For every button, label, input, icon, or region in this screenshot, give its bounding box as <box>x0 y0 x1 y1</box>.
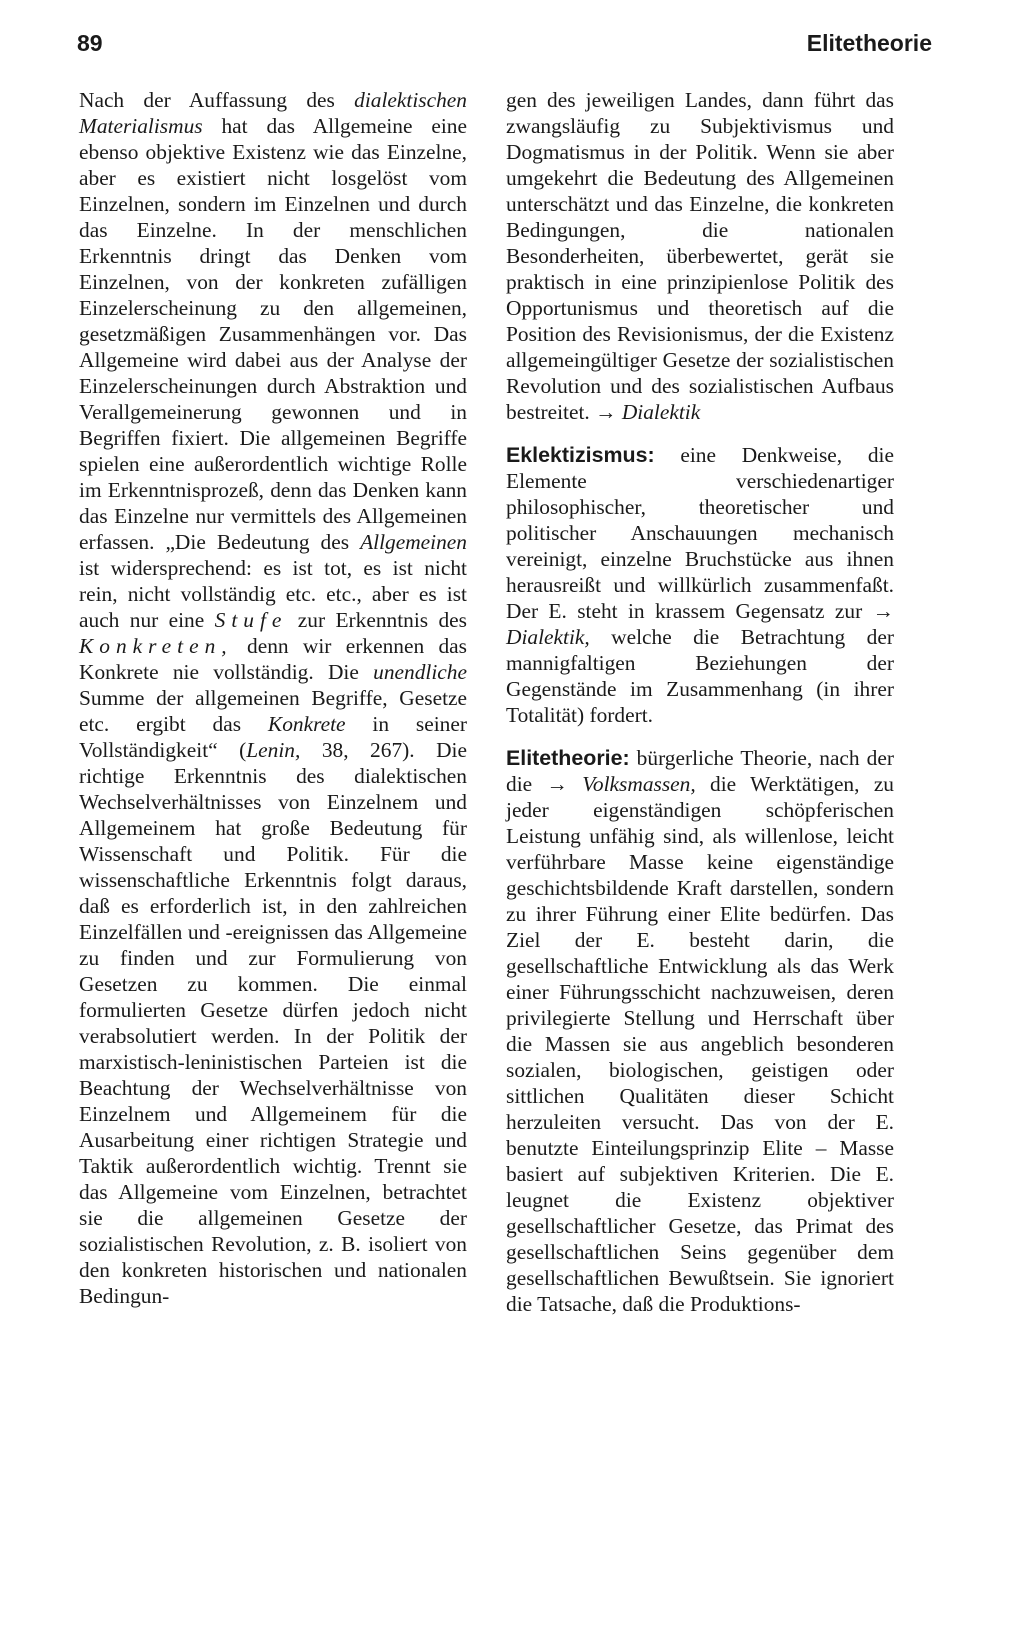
dialectic-paragraph: Nach der Auffassung des dialektischen Materialismus hat das Allgemeine eine ebenso objektive Existenz wie das Einzelne, aber es existiert nicht losgelöst vom Einzelnen, sondern im Einzelnen und durch das Einzelne. In der menschlichen Erkenntnis dringt das Denken vom Einzelnen, von der konkreten zufälligen Einzelerscheinung zu den allgemeinen, gesetzmäßigen Zusammenhängen vor. Das Allgemeine wird dabei aus der Analyse der Einzelerscheinungen durch Abstraktion und Verallgemeinerung gewonnen und in Begriffen fixiert. Die allgemeinen Begriffe spielen eine außerordentlich wichtige Rolle im Erkenntnisprozeß, denn das Denken kann das Einzelne nur vermittels des Allgemeinen erfassen. „Die Bedeutung des Allgemeinen ist widersprechend: es ist tot, es ist nicht rein, nicht vollständig etc. etc., aber es ist auch nur eine Stufe zur Erkenntnis des Konkreten, denn wir erkennen das Konkrete nie vollständig. Die unendliche Summe der allgemeinen Begriffe, Gesetze etc. ergibt das Konkrete in seiner Vollständigkeit“ (Lenin, 38, 267). Die richtige Erkenntnis des dialektischen Wechselverhältnisses von Einzelnem und Allgemeinem hat große Bedeutung für Wissenschaft und Politik. Für die wissenschaftliche Erkenntnis folgt daraus, daß es erforderlich ist, in den zahlreichen Einzelfällen und -ereignissen das Allgemeine zu finden und zur Formulierung von Gesetzen zu kommen. Die einmal formulierten Gesetze dürfen jedoch nicht verabsolutiert werden. In der Politik der marxistisch-leninistischen Parteien ist die Beachtung der Wechselverhältnisse von Einzelnem und Allgemeinem für die Ausarbeitung einer richtigen Strategie und Taktik außerordentlich wichtig. Trennt sie das Allgemeine vom Einzelnen, betrachtet sie die allgemeinen Gesetze der sozialistischen Revolution, z. B. isoliert von den konkreten historischen und nationalen Bedingun- <box>79 88 467 1308</box>
page-number: 89 <box>77 30 103 56</box>
right-column <box>506 87 894 1317</box>
entry-elitetheorie: Elitetheorie: bürgerliche Theorie, nach der die → Volksmassen, die Werktätigen, zu jeder eigenständigen schöpferischen Leistung unfähig sind, als willenlose, leicht verführbare Masse keine eigenständige geschichtsbildende Kraft darstellen, sondern zu ihrer Führung einer Elite bedürfen. Das Ziel der E. besteht darin, die gesellschaftliche Entwicklung als das Werk einer Führungsschicht nachzuweisen, deren privilegierte Stellung und Herrschaft über die Massen sie aus angeblich besonderen sozialen, biologischen, geistigen oder sittlichen Qualitäten dieser Schicht herzuleiten versucht. Das von der E. benutzte Einteilungsprinzip Elite – Masse basiert auf subjektiven Kriterien. Die E. leugnet die Existenz objektiver gesellschaftlicher Gesetze, das Primat des gesellschaftlichen Seins gegenüber dem gesellschaftlichen Bewußtsein. Sie ignoriert die Tatsache, daß die Produktions- <box>506 746 895 1316</box>
spaced-emphasis: Stufe <box>214 608 288 632</box>
continuation-paragraph: gen des jeweiligen Landes, dann führt das zwangsläufig zu Subjektivismus und Dogmatismus in der Politik. Wenn sie aber umgekehrt die Bedeutung des Allgemeinen unterschätzt und das Einzelne, die konkreten Bedingungen, die nationalen Besonderheiten, überbewertet, gerät sie praktisch in eine prinzipienlose Politik des Opportunismus und theoretisch auf die Position des Revisionismus, der die Existenz allgemeingültiger Gesetze der sozialistischen Revolution und des sozialistischen Aufbaus bestreitet. → Dialektik <box>506 88 894 424</box>
entry-eklektizismus: Eklektizismus: eine Denkweise, die Elemente verschiedenartiger philosophischer, theoretischer und politischer Anschauungen mechanisch vereinigt, einzelne Bruchstücke aus ihnen herausreißt und willkürlich zusammenfaßt. Der E. steht in krassem Gegensatz zur → Dialektik, welche die Betrachtung der mannigfaltigen Beziehungen der Gegenstände im Zusammenhang (in ihrer Totalität) fordert. <box>506 443 894 727</box>
entry-term: Eklektizismus: <box>506 443 655 467</box>
citation-author: Lenin, <box>246 738 301 762</box>
emphasis: Allgemeinen <box>360 530 467 554</box>
emphasis: dialektischen Materialismus <box>79 88 467 138</box>
cross-reference: → Volksmassen, <box>546 772 696 796</box>
entry-term: Elitetheorie: <box>506 746 630 770</box>
running-head: Elitetheorie <box>806 30 932 56</box>
spaced-emphasis: Konkreten, <box>79 634 233 658</box>
emphasis: Konkrete <box>267 712 346 736</box>
cross-reference: → Dialektik <box>595 400 701 424</box>
emphasis: unendliche <box>373 660 467 684</box>
left-column <box>79 87 467 1309</box>
cross-reference: → Dialektik, <box>506 599 894 649</box>
